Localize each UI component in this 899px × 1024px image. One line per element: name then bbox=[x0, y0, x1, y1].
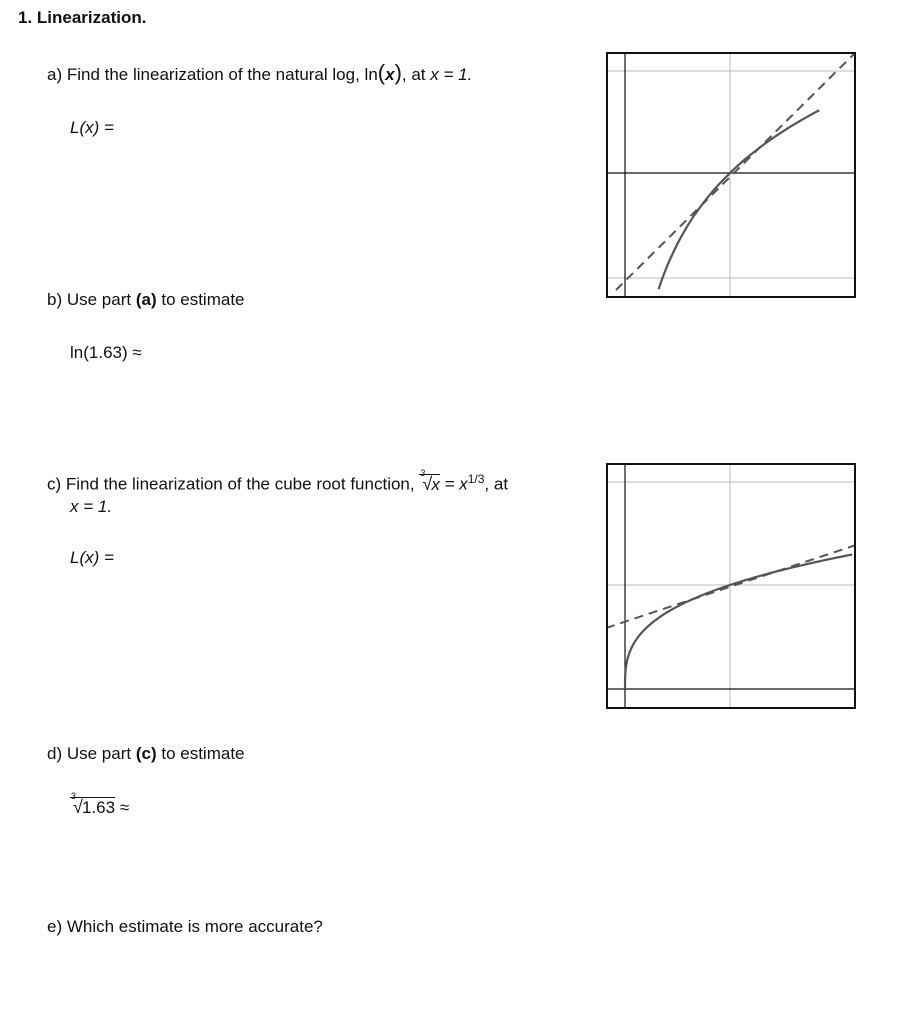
part-d-prefix: d) Use part bbox=[47, 744, 132, 763]
part-c-radicand: x bbox=[419, 474, 440, 495]
part-d-question bbox=[47, 744, 245, 764]
part-c-at-value: x = 1. bbox=[70, 497, 113, 516]
graph-frame bbox=[607, 53, 855, 297]
cube-root-expression bbox=[70, 791, 116, 818]
part-a-at-value: x = 1. bbox=[430, 65, 473, 84]
radical-sign-icon: √ bbox=[422, 473, 433, 494]
tangent-line bbox=[616, 54, 854, 290]
part-d-radicand: 1.63 bbox=[70, 797, 115, 818]
cube-root-expression bbox=[419, 467, 440, 495]
part-b-prefix: b) Use part bbox=[47, 290, 132, 309]
part-a-function: ln bbox=[364, 65, 378, 84]
tangent-line bbox=[606, 545, 856, 628]
part-d-suffix: to estimate bbox=[161, 744, 245, 763]
part-b-expression: ln(1.63) ≈ bbox=[70, 343, 142, 362]
section-heading: 1. Linearization. bbox=[18, 8, 147, 27]
cube-root-linearization-graph bbox=[606, 463, 856, 709]
part-a-variable: x bbox=[385, 65, 395, 84]
graph-frame bbox=[607, 464, 855, 708]
part-a-prefix: a) Find the linearization of the natural log, bbox=[47, 65, 360, 84]
part-b-suffix: to estimate bbox=[161, 290, 245, 309]
part-c-suffix: , at bbox=[484, 474, 509, 494]
part-d-expression bbox=[70, 791, 130, 818]
part-c-prefix: c) Find the linearization of the cube root function, bbox=[47, 474, 415, 494]
part-d-reference: (c) bbox=[135, 744, 157, 763]
part-c-equals: = x bbox=[444, 474, 468, 494]
part-e-question: e) Which estimate is more accurate? bbox=[47, 917, 323, 936]
part-c-answer-label: L(x) = bbox=[70, 548, 114, 567]
radical-sign-icon: √ bbox=[73, 797, 83, 817]
part-c-question bbox=[47, 467, 509, 495]
part-c-exponent: 1/3 bbox=[467, 472, 485, 486]
part-a-question: a) Find the linearization of the natural log, ln(x), at x = 1. bbox=[47, 60, 473, 85]
part-a-answer-label: L(x) = bbox=[70, 118, 114, 137]
root-index: 3 bbox=[420, 467, 426, 478]
cube-root-curve bbox=[625, 555, 852, 690]
part-d-approx: ≈ bbox=[119, 798, 130, 817]
part-b-reference: (a) bbox=[135, 290, 157, 309]
root-index: 3 bbox=[71, 791, 77, 801]
part-b-question bbox=[47, 290, 245, 310]
ln-curve bbox=[659, 110, 820, 289]
part-a-suffix: , at bbox=[401, 65, 426, 84]
ln-linearization-graph bbox=[606, 52, 856, 298]
